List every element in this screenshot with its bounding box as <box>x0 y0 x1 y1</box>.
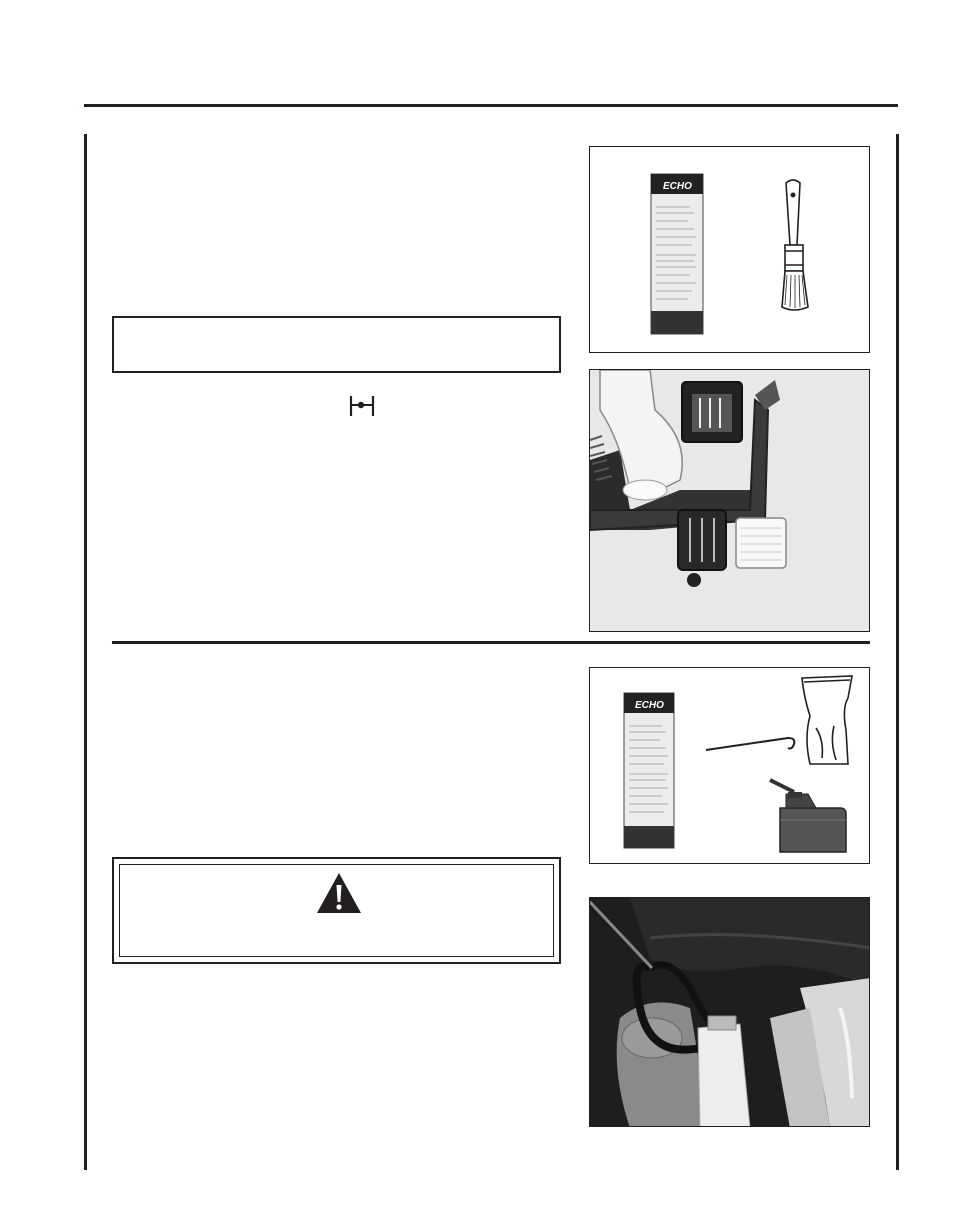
shop-rag <box>802 676 852 764</box>
section-divider <box>112 641 870 644</box>
fuel-can <box>770 780 846 852</box>
left-margin-rule <box>84 134 87 1170</box>
figure-fuel-pickup <box>589 897 870 1127</box>
header-rule <box>84 104 898 107</box>
figure-fuel-filter-tools <box>589 667 870 864</box>
warning-box <box>112 857 561 964</box>
air-filter-element <box>736 518 786 568</box>
repair-kit-card <box>624 693 674 848</box>
note-box <box>112 316 561 373</box>
choke-icon <box>349 394 375 418</box>
figure-repair-kit-brush <box>589 146 870 353</box>
right-margin-rule <box>896 134 899 1170</box>
repair-kit-card <box>651 174 703 334</box>
echo-logo: ECHO <box>663 181 692 192</box>
echo-logo: ECHO <box>635 700 664 711</box>
wire-hook-tool <box>706 738 794 750</box>
figure-air-filter <box>589 369 870 632</box>
paint-brush <box>782 180 808 310</box>
warning-triangle-icon <box>315 871 363 915</box>
